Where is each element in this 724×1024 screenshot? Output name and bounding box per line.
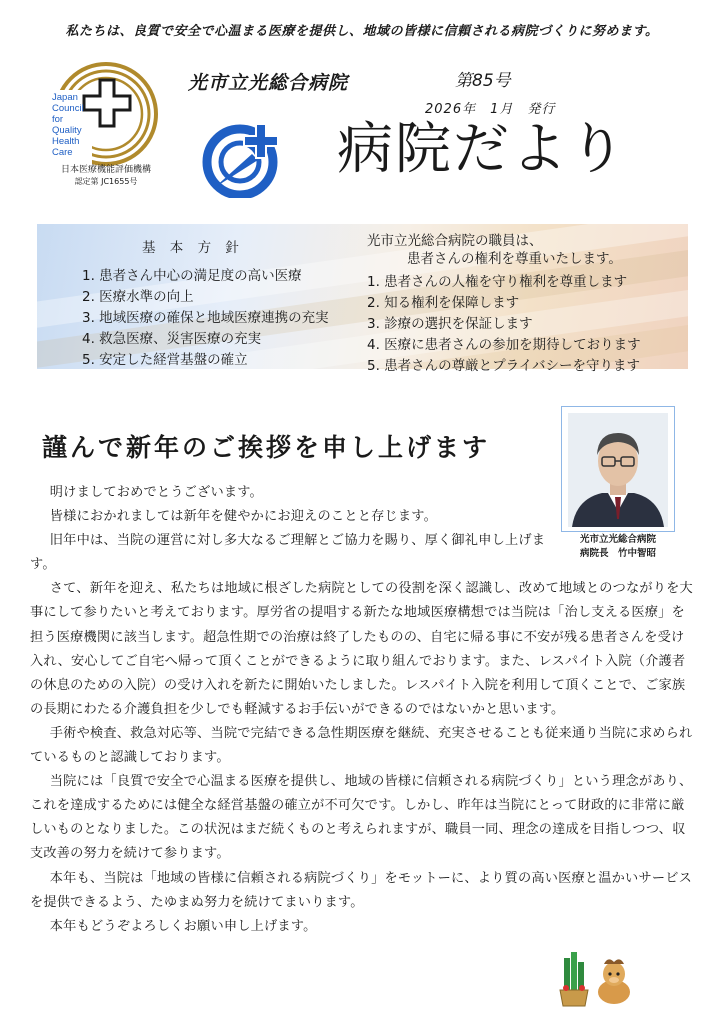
patient-rights-heading-2: 患者さんの権利を尊重いたします。: [407, 251, 622, 267]
issue-number: 第85号: [455, 71, 511, 91]
article-body: [30, 481, 694, 939]
seal-org-name: 日本医療機能評価機構: [60, 165, 151, 175]
paragraph: 旧年中は、当院の運営に対し多大なるご理解とご協力を賜り、厚く御礼申し上げます。: [30, 533, 546, 573]
patient-rights-item: 2. 知る権利を保障します: [367, 295, 520, 311]
basic-policy-item: 3. 地域医療の確保と地域医療連携の充実: [82, 310, 329, 326]
patient-rights-item: 1. 患者さんの人権を守り権利を尊重します: [367, 274, 628, 290]
seal-line: for: [52, 114, 64, 125]
basic-policy-item: 2. 医療水準の向上: [82, 289, 194, 305]
patient-rights-item: 5. 患者さんの尊厳とプライバシーを守ります: [367, 358, 640, 374]
seal-line: Health: [52, 136, 80, 147]
hospital-motto: 私たちは、良質で安全で心温まる医療を提供し、地域の皆様に信頼される病院づくりに努めます。: [65, 24, 659, 39]
patient-rights-heading-1: 光市立光総合病院の職員は、: [367, 233, 543, 249]
patient-rights: [367, 232, 641, 377]
basic-policy-item: 4. 救急医療、災害医療の充実: [82, 331, 262, 347]
seal-line: Quality: [52, 125, 82, 136]
hospital-logo-icon: [200, 118, 288, 198]
seal-cert-number: 認定第 JC1655号: [74, 177, 138, 186]
paragraph: 手術や検査、救急対応等、当院で完結できる急性期医療を継続、充実させることも従来通り当院に求められているものと認識しております。: [30, 725, 693, 766]
hospital-name: 光市立光総合病院: [188, 72, 349, 94]
paragraph: 皆様におかれましては新年を健やかにお迎えのことと存じます。: [49, 509, 437, 525]
paragraph: さて、新年を迎え、私たちは地域に根ざした病院としての役割を深く認識し、改めて地域とのつながりを大事にして参りたいと考えております。厚労省の提唱する新たな地域医療構想では当院は「治し支える医療」を担う医療機関に該当します。超急性期での治療は終了したものの、自宅に帰る事に不安が残る患者さんを受け入れ、安心してご自宅へ帰って頂くことができるように取り組んでおります。また、レスパイト入院（介護者の休息のための入院）の受け入れを新たに開始いたしました。レスパイト入院を利用して頂くことで、ご家族の長期にわたる介護負担を少しでも軽減するお手伝いができるのではないかと思います。: [30, 581, 693, 717]
article-headline: 謹んで新年のご挨拶を申し上げます: [42, 433, 491, 462]
paragraph: 本年も、当院は「地域の皆様に信頼される病院づくり」をモットーに、より質の高い医療と温かいサービスを提供できるよう、たゆまぬ努力を続けてまいります。: [30, 870, 692, 910]
basic-policy: [82, 236, 329, 371]
newsletter-title: 病院だより: [337, 117, 627, 182]
new-year-decoration-icon: [556, 950, 638, 1008]
patient-rights-item: 4. 医療に患者さんの参加を期待しております: [367, 337, 641, 353]
seal-line: Care: [52, 147, 73, 158]
seal-line: Japan: [52, 92, 78, 103]
basic-policy-item: 5. 安定した経営基盤の確立: [82, 352, 248, 368]
director-name: 病院長 竹中智昭: [579, 548, 656, 559]
seal-caption: [46, 164, 166, 188]
basic-policy-heading: 基 本 方 針: [142, 240, 244, 256]
basic-policy-item: 1. 患者さん中心の満足度の高い医療: [82, 268, 302, 284]
paragraph: 明けましておめでとうございます。: [49, 485, 263, 500]
director-affiliation: 光市立光総合病院: [579, 534, 656, 545]
paragraph: 本年もどうぞよろしくお願い申し上げます。: [49, 918, 317, 934]
issue-date: 2026年 1月 発行: [425, 102, 556, 117]
patient-rights-item: 3. 診療の選択を保証します: [367, 316, 533, 332]
paragraph: 当院には「良質で安全で心温まる医療を提供し、地域の皆様に信頼される病院づくり」という理念があり、これを達成するためには健全な経営基盤の確立が不可欠です。しかし、昨年は当院にとって財政的に非常に厳しいものとなりました。この状況はまだ続くものと考えられますが、職員一同、理念の達成を目指しつつ、収支改善の努力を続けて参ります。: [30, 774, 693, 862]
seal-line: Council: [52, 103, 84, 114]
